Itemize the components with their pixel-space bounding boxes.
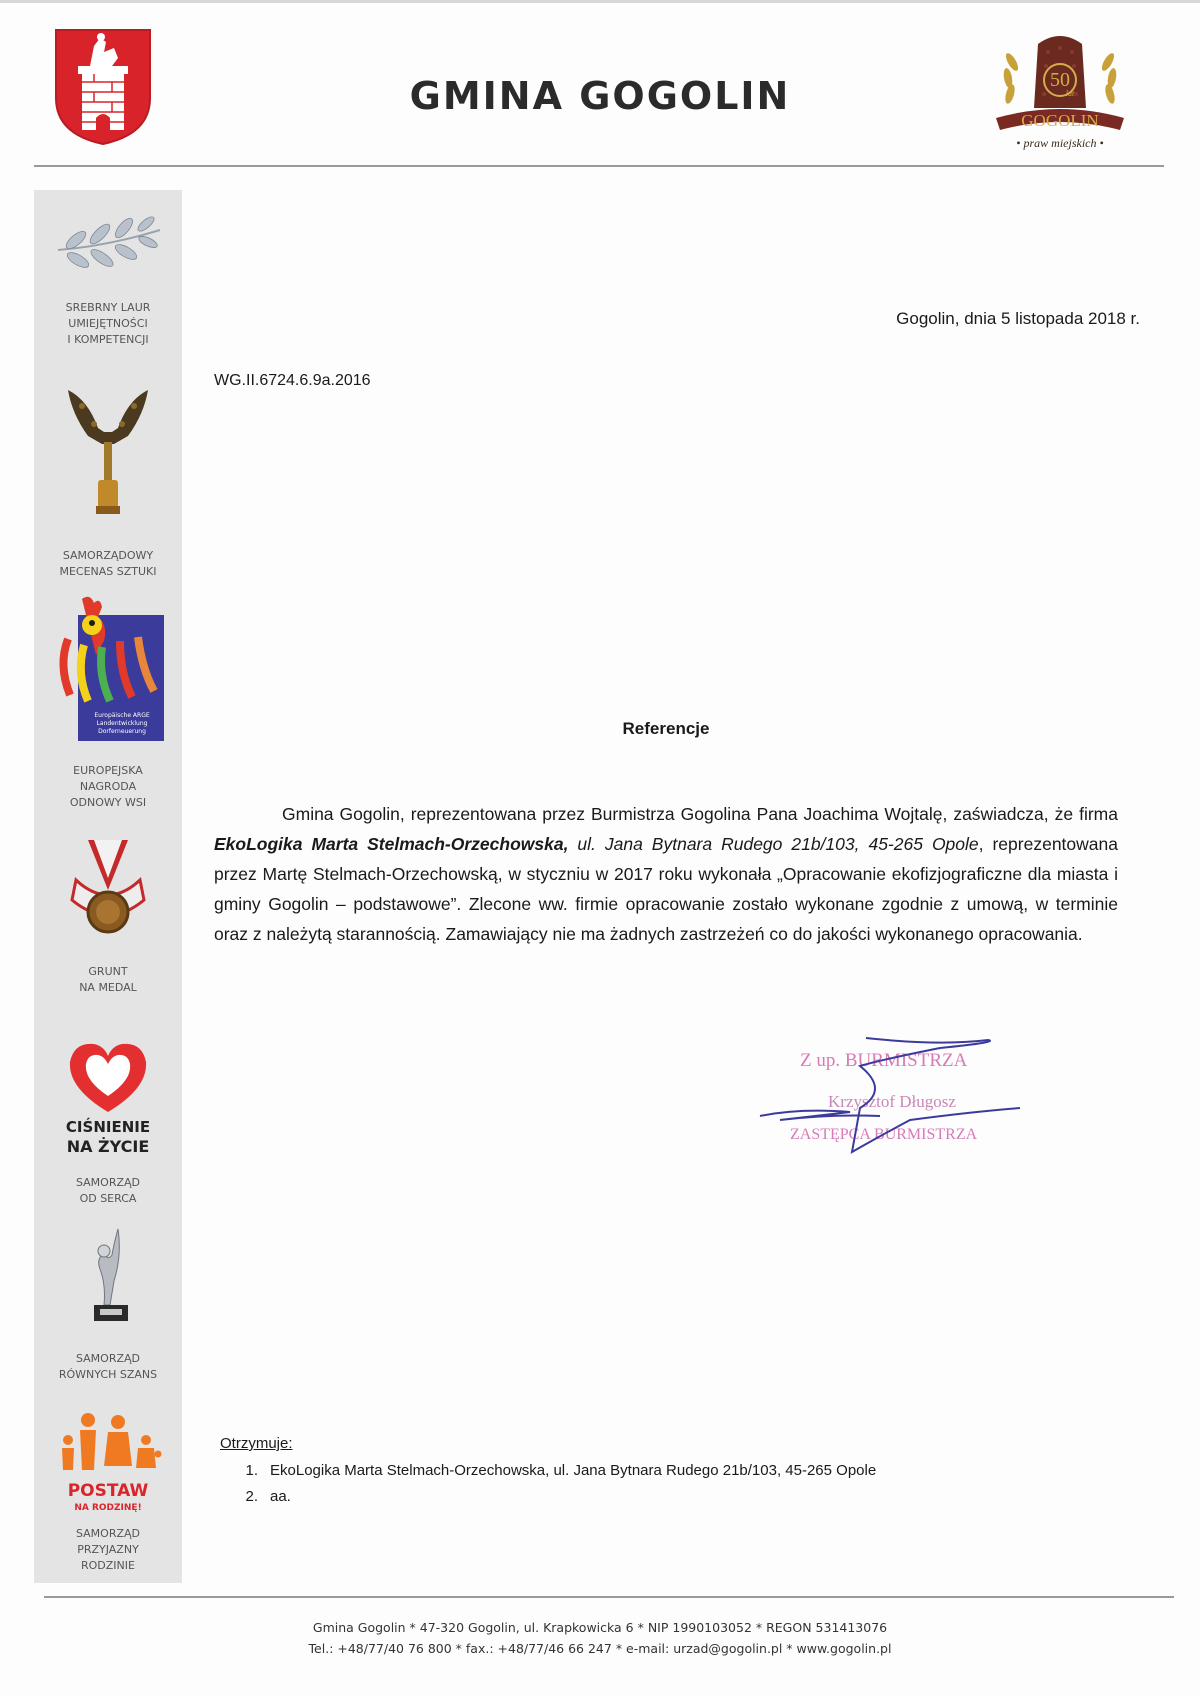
medal-icon [48, 840, 168, 945]
awards-sidebar [34, 190, 182, 1583]
svg-text:POSTAW: POSTAW [67, 1481, 149, 1501]
svg-text:NA ŻYCIE: NA ŻYCIE [66, 1137, 150, 1156]
reference-number: WG.II.6724.6.9a.2016 [214, 372, 371, 389]
jubilee-name: GOGOLIN [1021, 111, 1099, 130]
jubilee-lat: lat [1065, 89, 1075, 98]
jubilee-number: 50 [1050, 69, 1070, 91]
place-date: Gogolin, dnia 5 listopada 2018 r. [896, 309, 1140, 328]
svg-text:Landentwicklung: Landentwicklung [96, 720, 148, 727]
award-caption: EUROPEJSKA NAGRODA ODNOWY WSI [69, 764, 147, 809]
stamp-line-authorization: Z up. BURMISTRZA [800, 1050, 968, 1071]
official-stamp [740, 1030, 1100, 1180]
header-divider [34, 165, 1164, 167]
award-caption: SAMORZĄD PRZYJAZNY RODZINIE [75, 1527, 141, 1572]
handwritten-signature [740, 1030, 1100, 1180]
award-caption: GRUNT NA MEDAL [79, 965, 137, 994]
footer-contact-line: Tel.: +48/77/40 76 800 * fax.: +48/77/46 66 247 * e-mail: urzad@gogolin.pl * www.gogolin.pl [308, 1641, 892, 1656]
heart-icon [48, 1038, 168, 1158]
silver-laurel-icon [48, 210, 168, 280]
svg-text:NA RODZINĘ!: NA RODZINĘ! [74, 1503, 142, 1513]
svg-text:CIŚNIENIE: CIŚNIENIE [65, 1118, 151, 1136]
document-title: Referencje [622, 719, 710, 738]
footer [200, 1617, 1000, 1659]
body-part-2: , reprezentowana przez Martę Stelmach-Orzechowską, w styczniu w 2017 roku wykonała „Opracowanie ekofizjograficzne dla miasta i gminy Gogolin – podstawowe”. Zlecone ww. firmie opracowanie zostało wykonane zgodnie z umową, w terminie oraz z należytą starannością. Zamawiający nie ma żadnych zastrzeżeń co do jakości wykonanego opracowania. [214, 834, 1118, 944]
firm-address: ul. Jana Bytnara Rudego 21b/103, 45-265 Opole [568, 834, 979, 854]
firm-name: EkoLogika Marta Stelmach-Orzechowska, [214, 834, 569, 854]
award-caption: SAMORZĄDOWY MECENAS SZTUKI [59, 549, 157, 578]
body-part-1: Gmina Gogolin, reprezentowana przez Burmistrza Gogolina Pana Joachima Wojtalę, zaświadcza, że firma [282, 804, 1118, 824]
svg-text:Dorferneuerung: Dorferneuerung [98, 728, 146, 735]
footer-divider [44, 1596, 1174, 1598]
letterhead [0, 0, 1200, 175]
recipients-list [220, 1435, 1020, 1510]
rooster-logo-icon [48, 595, 168, 745]
list-item: 2. aa. [245, 1488, 291, 1505]
letter-body [214, 799, 1118, 949]
coat-of-arms-icon [54, 28, 152, 146]
stamp-line-position: ZASTĘPCA BURMISTRZA [790, 1126, 978, 1143]
stamp-line-name: Krzysztof Długosz [828, 1092, 956, 1111]
eagle-statuette-icon [48, 380, 168, 530]
award-caption: SAMORZĄD RÓWNYCH SZANS [58, 1352, 158, 1381]
jubilee-motto: • praw miejskich • [1016, 136, 1104, 150]
jubilee-logo-icon [990, 22, 1130, 152]
trophy-icon [48, 1225, 168, 1330]
family-icon [48, 1410, 168, 1520]
recipients-label: Otrzymuje: [220, 1435, 293, 1452]
page-title: GMINA GOGOLIN [409, 74, 791, 118]
award-caption: SREBRNY LAUR UMIEJĘTNOŚCI I KOMPETENCJI [65, 301, 151, 346]
award-caption: SAMORZĄD OD SERCA [75, 1176, 141, 1205]
svg-text:Europäische ARGE: Europäische ARGE [94, 712, 150, 719]
list-item: 1. EkoLogika Marta Stelmach-Orzechowska, ul. Jana Bytnara Rudego 21b/103, 45-265 Opole [245, 1462, 877, 1479]
footer-address-line: Gmina Gogolin * 47-320 Gogolin, ul. Krapkowicka 6 * NIP 1990103052 * REGON 531413076 [312, 1620, 888, 1635]
